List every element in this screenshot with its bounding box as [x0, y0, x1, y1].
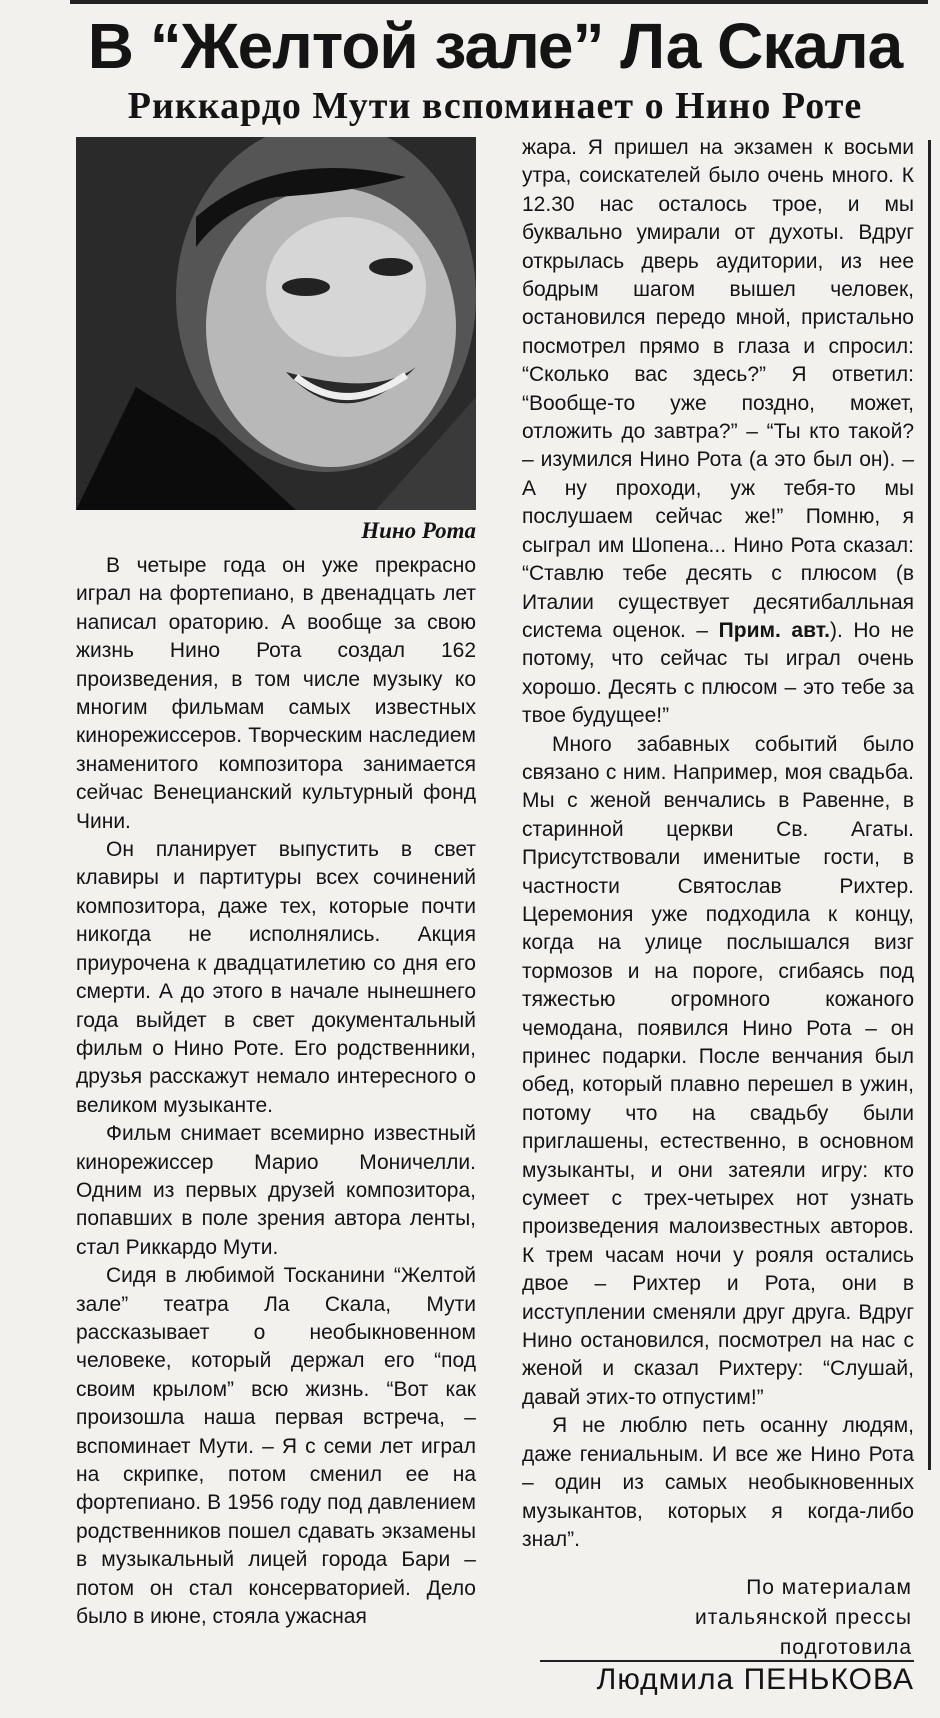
- paragraph: Он планирует выпустить в свет клавиры и партитуры всех сочинений композитора, даже тех, которые почти никогда не исполнялись. Акция приурочена к двадцатилетию со дня его смерти. А до этого в начале нынешнего года выйдет в свет документальный фильм о Нино Роте. Его родственники, друзья расскажут немало интересного о великом музыканте.: [76, 838, 476, 1117]
- source-line: По материалам: [746, 1576, 912, 1599]
- author-note: Прим. авт.: [718, 618, 830, 642]
- article-column-2: [522, 134, 914, 1554]
- paragraph-text: жара. Я пришел на экзамен к восьми утра, соискателей было очень много. К 12.30 нас осталось трое, и мы буквально умирали от духоты. Вдруг открылась дверь аудитории, из нее бодрым шагом вышел человек, остановился передо мной, пристально посмотрел прямо в глаза и спросил: “Сколько вас здесь?” Я ответил: “Вообще-то уже поздно, может, отложить до завтра?” – “Ты кто такой? – изумился Нино Рота (а это был он). – А ну проходи, уж тебя-то мы послушаем сейчас же!” Помню, я сыграл им Шопена... Нино Рота сказал: “Ставлю тебе десять с плюсом (в Италии существует десятибалльная система оценок. –: [522, 136, 914, 642]
- source-line: итальянской прессы: [695, 1606, 912, 1629]
- photo-caption: Нино Рота: [361, 518, 476, 543]
- paragraph: Сидя в любимой Тосканини “Желтой зале” театра Ла Скала, Мути рассказывает о необыкновенном человеке, который держал его “под своим крылом” всю жизнь. “Вот как произошла наша первая встреча, – вспоминает Мути. – Я с семи лет играл на скрипке, потом сменил ее на фортепиано. В 1956 году под давлением родственников пошел сдавать экзамены в музыкальный лицей города Бари – потом он стал консерваторией. Дело было в июне, стояла ужасная: [76, 1264, 476, 1629]
- paragraph: Много забавных событий было связано с ним. Например, моя свадьба. Мы с женой венчались в Равенне, в старинной церкви Св. Агаты. Присутствовали именитые гости, в частности Святослав Рихтер. Церемония уже подходила к концу, когда на улице послышался визг тормозов и на пороге, сгибаясь под тяжестью огромного кожаного чемодана, появился Нино Рота – он принес подарки. После венчания был обед, который плавно перешел в ужин, потому что на свадьбу были приглашены, естественно, в основном музыканты, и они затеяли игру: кто сумеет с трех-четырех нот узнать произведения малоизвестных авторов. К трем часам ночи у рояля остались двое – Рихтер и Рота, они в исступлении сменяли друг друга. Вдруг Нино остановился, посмотрел на нас с женой и сказал Рихтеру: “Слушай, давай этих-то отпустим!”: [522, 732, 914, 1409]
- paragraph: Я не люблю петь осанну людям, даже гениальным. И все же Нино Рота – один из самых необыкновенных музыкантов, которых я когда-либо знал”.: [522, 1414, 914, 1551]
- source-note: [560, 1573, 912, 1663]
- author-byline: Людмила ПЕНЬКОВА: [540, 1660, 914, 1698]
- column-rule: [928, 140, 931, 1470]
- paragraph-text: ). Но не потому, что сейчас ты играл очень хорошо. Десять с плюсом – это тебе за твое будущее!”: [522, 618, 915, 728]
- source-line: подготовила: [779, 1636, 912, 1659]
- subheadline: Риккардо Мути вспоминает о Нино Роте: [127, 85, 863, 127]
- portrait-photo: [76, 137, 476, 510]
- portrait-illustration: [76, 137, 476, 510]
- headline: В “Желтой зале” Ла Скала: [87, 10, 903, 82]
- top-rule: [70, 0, 928, 4]
- paragraph: Фильм снимает всемирно известный кинорежиссер Марио Моничелли. Одним из первых друзей композитора, попавших в поле зрения автора ленты, стал Риккардо Мути.: [76, 1122, 476, 1259]
- paragraph: В четыре года он уже прекрасно играл на фортепиано, в двенадцать лет написал ораторию. А вообще за свою жизнь Нино Рота создал 162 произведения, в том числе музыку ко многим фильмам самых известных кинорежиссеров. Творческим наследием знаменитого композитора занимается сейчас Венецианский культурный фонд Чини.: [76, 554, 476, 833]
- article-column-1: [76, 552, 476, 1631]
- paragraph: [522, 134, 914, 731]
